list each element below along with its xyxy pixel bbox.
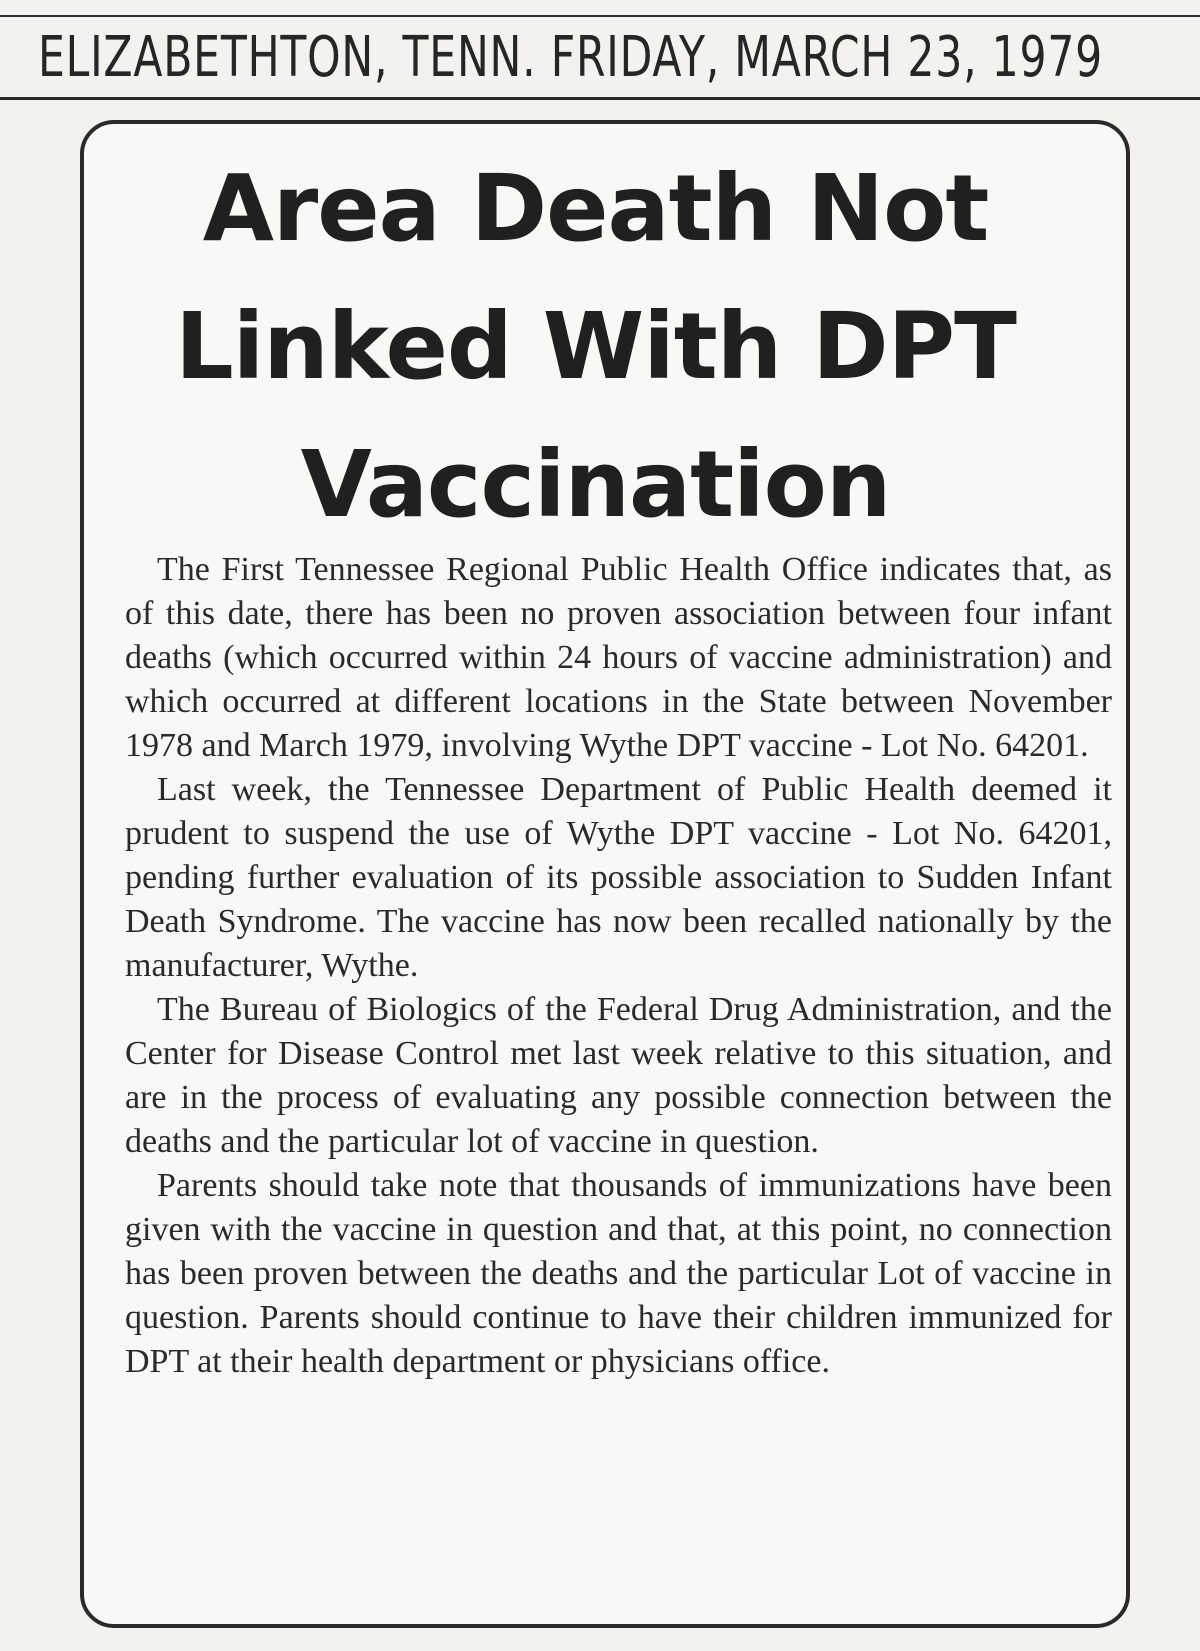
article-headline: [118, 140, 1073, 554]
article-paragraph: Last week, the Tennessee Department of Public Health deemed it prudent to suspend the use of Wythe DPT vaccine - Lot No. 64201, pending further evaluation of its possible association to Sudden Infant Death Syndrome. The vaccine has now been recalled nationally by the manufacturer, Wythe.: [125, 771, 1112, 984]
top-rule: [0, 15, 1200, 17]
article-paragraph: Parents should take note that thousands of immunizations have been given with the vaccine in question and that, at this point, no connection has been proven between the deaths and the particular Lot of vaccine in question. Parents should continue to have their children immunized for DPT at their health department or physicians office.: [125, 1167, 1112, 1380]
article-paragraph: The Bureau of Biologics of the Federal Drug Administration, and the Center for Disease Control met last week relative to this situation, and are in the process of evaluating any possible connection between the deaths and the particular lot of vaccine in question.: [125, 991, 1112, 1160]
article-body: [125, 548, 1112, 1384]
headline-line: Area Death Not: [202, 155, 989, 262]
headline-line: Vaccination: [300, 431, 891, 538]
dateline-bar: [0, 0, 1200, 104]
newspaper-dateline: ELIZABETHTON, TENN. FRIDAY, MARCH 23, 1979: [38, 25, 1103, 90]
headline-line: Linked With DPT: [175, 293, 1016, 400]
article-paragraph: The First Tennessee Regional Public Health Office indicates that, as of this date, there has been no proven association between four infant deaths (which occurred within 24 hours of vaccine administration) and which occurred at different locations in the State between November 1978 and March 1979, involving Wythe DPT vaccine - Lot No. 64201.: [125, 551, 1112, 764]
bottom-rule: [0, 97, 1200, 100]
